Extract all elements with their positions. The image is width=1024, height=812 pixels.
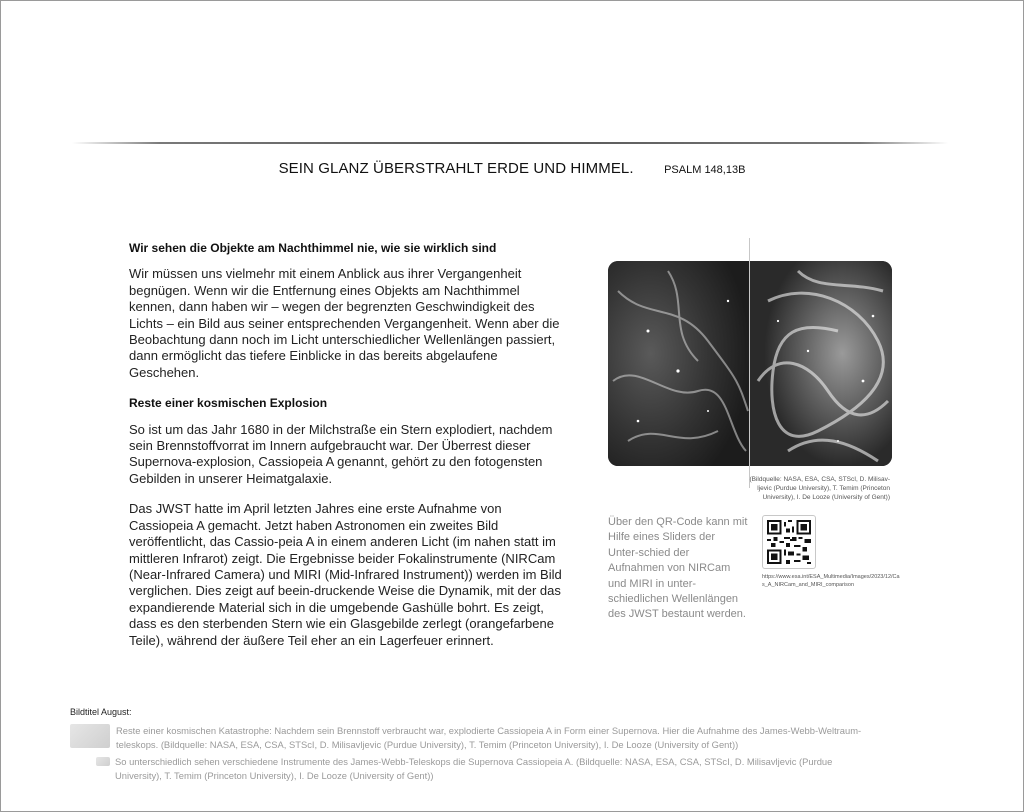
paragraph-jwst: Das JWST hatte im April letzten Jahres eine erste Aufnahme von Cassiopeia A gemacht. Jetzt haben Astronomen ein zweites Bild veröffentlicht, das Cassio-peia A in einem anderen Licht (im nahen statt im mittleren Infrarot) zeigt. Die Ergebnisse beider Fokalinstrumente (NIRCam (Near-Infrared Camera) und MIRI (Mid-Infrared Instrument)) werden im Bild verglichen. Dies zeigt auf beein-druckende Weise die Dynamik, mit der das expandierende Material sich in die umgebende Gashülle bohrt. Es zeigt, dass es den sterbenden Stern wie ein Glasgebilde zerlegt (orangefarbene Teile), während der äußere Teil eher an ein Lagerfeuer erinnert. bbox=[129, 501, 562, 648]
thumbnail-swatch bbox=[96, 757, 110, 766]
bildtitel-label: Bildtitel August: bbox=[70, 707, 132, 717]
paragraph-cassiopeia: So ist um das Jahr 1680 in der Milchstraße ein Stern explodiert, nachdem sein Brennstoffvorrat im Innern aufgebraucht war. Der Überrest dieser Supernova-explosion, Cassiopeia A genannt, gehört zu den fotogensten Gebilden in unserer Heimatgalaxie. bbox=[129, 421, 553, 486]
bildtitel-caption-2: So unterschiedlich sehen verschiedene Instrumente des James-Webb-Teleskops die Supernova Cassiopeia A. (Bildquelle: NASA, ESA, CSA, STScI, D. Milisavljevic (Purdue University), T. Temim (Princeton University), I. De Looze (University of Gent)) bbox=[115, 756, 833, 781]
verse-reference: PSALM 148,13B bbox=[664, 164, 746, 176]
header-rule bbox=[72, 142, 948, 144]
qr-description: Über den QR-Code kann mit Hilfe eines Sliders der Unter-schied der Aufnahmen von NIRCam und MIRI in unter-schiedlichen Wellenlängen des JWST bestaunt werden. bbox=[608, 516, 748, 621]
bildtitel-item bbox=[70, 724, 896, 751]
verse-line bbox=[0, 160, 1024, 178]
verse-text: SEIN GLANZ ÜBERSTRAHLT ERDE UND HIMMEL. bbox=[278, 160, 634, 177]
nebula-image bbox=[608, 261, 892, 466]
qr-code[interactable] bbox=[762, 515, 816, 569]
section-heading-objects: Wir sehen die Objekte am Nachthimmel nie, wie sie wirklich sind bbox=[129, 241, 497, 255]
image-credit: (Bildquelle: NASA, ESA, CSA, STScI, D. Milisav-ljevic (Purdue University), T. Temim (Princeton University), I. De Looze (University of Gent)) bbox=[749, 476, 890, 501]
thumbnail-swatch bbox=[70, 724, 110, 748]
paragraph-past: Wir müssen uns vielmehr mit einem Anblick aus ihrer Vergangenheit begnügen. Wenn wir die Entfernung eines Objekts am Nachthimmel kennen, dann haben wir – wegen der begrenzten Geschwindigkeit des Lichts – ein Bild aus seiner entsprechenden Vergangenheit. Wenn aber die Beobachtung dann noch im Licht unterschiedlicher Wellenlängen passiert, dann ermöglicht das tiefere Einblicke in das bereits abgelaufene Geschehen. bbox=[129, 266, 560, 380]
qr-url[interactable]: https://www.esa.int/ESA_Multimedia/Images/2023/12/Cas_A_NIRCam_and_MIRI_comparison bbox=[762, 574, 900, 588]
bildtitel-caption-1: Reste einer kosmischen Katastrophe: Nachdem sein Brennstoff verbraucht war, explodierte Cassiopeia A in Form einer Supernova. Hier die Aufnahme des James-Webb-Weltraum-teleskops. (Bildquelle: NASA, ESA, CSA, STScI, D. Milisavljevic (Purdue University), T. Temim (Princeton University), I. De Looze (University of Gent)) bbox=[116, 725, 862, 750]
article-body bbox=[129, 240, 569, 663]
comparison-divider bbox=[749, 238, 750, 488]
bildtitel-item bbox=[70, 755, 875, 782]
section-heading-explosion: Reste einer kosmischen Explosion bbox=[129, 396, 328, 411]
qr-code-icon bbox=[767, 520, 811, 564]
supernova-comparison-image bbox=[608, 261, 892, 466]
